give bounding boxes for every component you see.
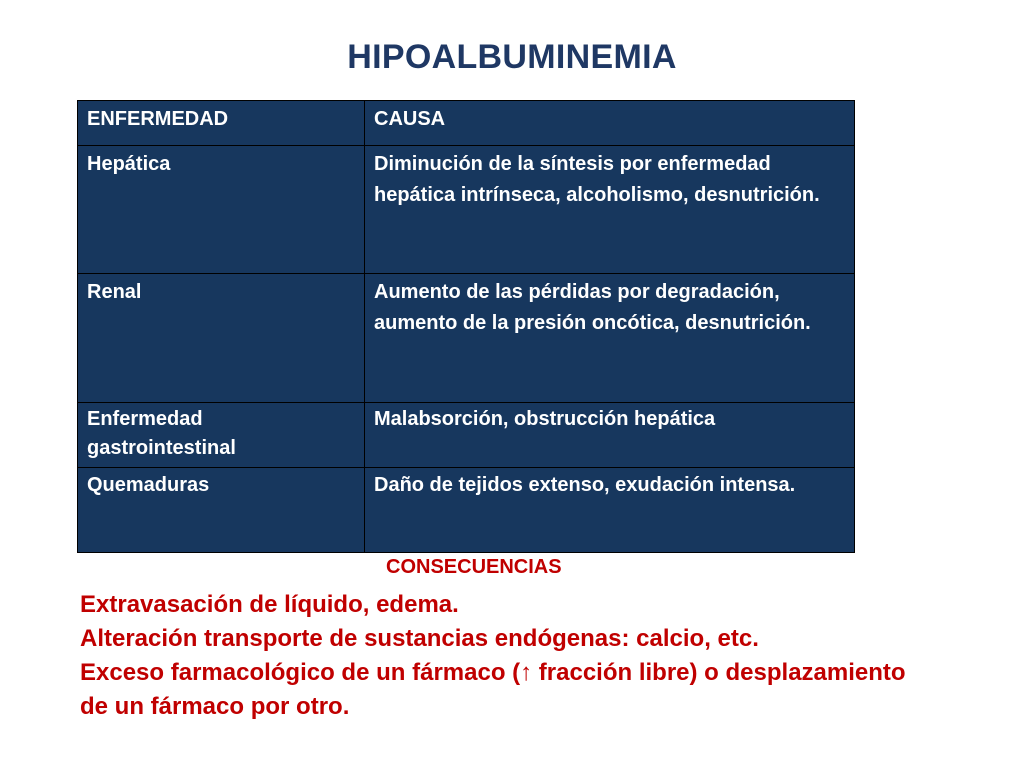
cell-enfermedad: Enfermedad gastrointestinal (78, 403, 365, 468)
cell-causa: Malabsorción, obstrucción hepática (365, 403, 855, 468)
consecuencia-item: Extravasación de líquido, edema. (80, 591, 459, 618)
cell-enfermedad: Quemaduras (78, 468, 365, 553)
table-row (78, 468, 855, 553)
header-enfermedad: ENFERMEDAD (78, 101, 365, 146)
consecuencia-item: Exceso farmacológico de un fármaco (↑ fracción libre) o desplazamiento de un fármaco por otro. (80, 659, 906, 720)
table-header-row (78, 101, 855, 146)
consecuencias-heading: CONSECUENCIAS (386, 556, 562, 578)
page-title: HIPOALBUMINEMIA (347, 38, 677, 76)
header-causa: CAUSA (365, 101, 855, 146)
consecuencias-list (80, 588, 940, 724)
cell-causa: Daño de tejidos extenso, exudación intensa. (365, 468, 855, 553)
cell-causa: Diminución de la síntesis por enfermedad hepática intrínseca, alcoholismo, desnutrición. (365, 146, 855, 274)
cell-causa: Aumento de las pérdidas por degradación, aumento de la presión oncótica, desnutrición. (365, 274, 855, 403)
cell-enfermedad: Hepática (78, 146, 365, 274)
disease-cause-table (77, 100, 855, 553)
cell-enfermedad: Renal (78, 274, 365, 403)
table-row (78, 274, 855, 403)
table-row (78, 146, 855, 274)
table-row (78, 403, 855, 468)
consecuencia-item: Alteración transporte de sustancias endógenas: calcio, etc. (80, 625, 759, 652)
